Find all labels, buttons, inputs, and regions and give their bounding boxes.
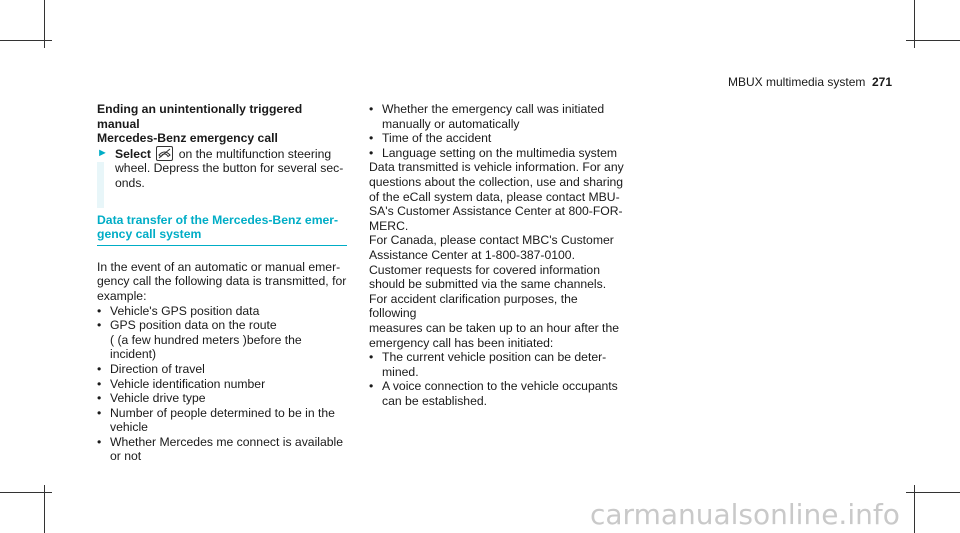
instruction-step: ► Select on the multifunction steering wheel. Depress the button for several sec- onds.	[97, 146, 347, 191]
right-column	[369, 102, 627, 408]
requests-paragraph: Customer requests for covered information should be submitted via the same channels.	[369, 262, 607, 292]
intro-title: Ending an unintentionally triggered manual Mercedes-Benz emergency call	[97, 102, 303, 146]
list-item: • Vehicle's GPS position data	[97, 304, 347, 319]
crop-mark	[906, 492, 960, 493]
clarification-paragraph: For accident clarification purposes, the following measures can be taken up to an hour after the emergency call has been initiated:	[369, 291, 620, 350]
section-heading: Data transfer of the Mercedes-Benz emer- gency call system	[97, 213, 347, 246]
measures-list	[369, 350, 627, 408]
list-item: • A voice connection to the vehicle occupants can be established.	[369, 379, 627, 408]
list-item: • Vehicle identification number	[97, 377, 347, 392]
info-paragraph: Data transmitted is vehicle information. For any questions about the collection, use and sharing of the eCall system data, please contact MBU- SA's Customer Assistance Center at 800-FOR- MERC.	[369, 160, 624, 233]
left-column	[97, 102, 347, 464]
crop-mark	[0, 40, 52, 41]
list-item: • Number of people determined to be in the vehicle	[97, 406, 347, 435]
data-list	[97, 304, 347, 465]
crop-mark	[0, 492, 52, 493]
step-bar	[97, 162, 104, 208]
list-item: • The current vehicle position can be deter- mined.	[369, 350, 627, 379]
watermark: carmanualsonline.info	[590, 498, 900, 531]
canada-paragraph: For Canada, please contact MBC's Customer Assistance Center at 1-800-387-0100.	[369, 233, 614, 262]
data-list-continued	[369, 102, 627, 160]
running-header: MBUX multimedia system	[728, 75, 866, 89]
list-item: • Language setting on the multimedia system	[369, 146, 627, 161]
step-arrow-icon: ►	[97, 146, 108, 159]
crop-mark	[906, 40, 960, 41]
list-item: • Time of the accident	[369, 131, 627, 146]
list-item: • Vehicle drive type	[97, 391, 347, 406]
list-item: • Whether the emergency call was initiated manually or automatically	[369, 102, 627, 131]
section-paragraph: In the event of an automatic or manual emer- gency call the following data is transmitted, for example:	[97, 259, 347, 303]
phone-hangup-button-icon	[156, 146, 173, 161]
page-number: 271	[872, 75, 893, 89]
list-item: • Whether Mercedes me connect is available or not	[97, 435, 347, 464]
list-item: • GPS position data on the route ( (a few hundred meters )before the incident)	[97, 318, 347, 362]
list-item: • Direction of travel	[97, 362, 347, 377]
